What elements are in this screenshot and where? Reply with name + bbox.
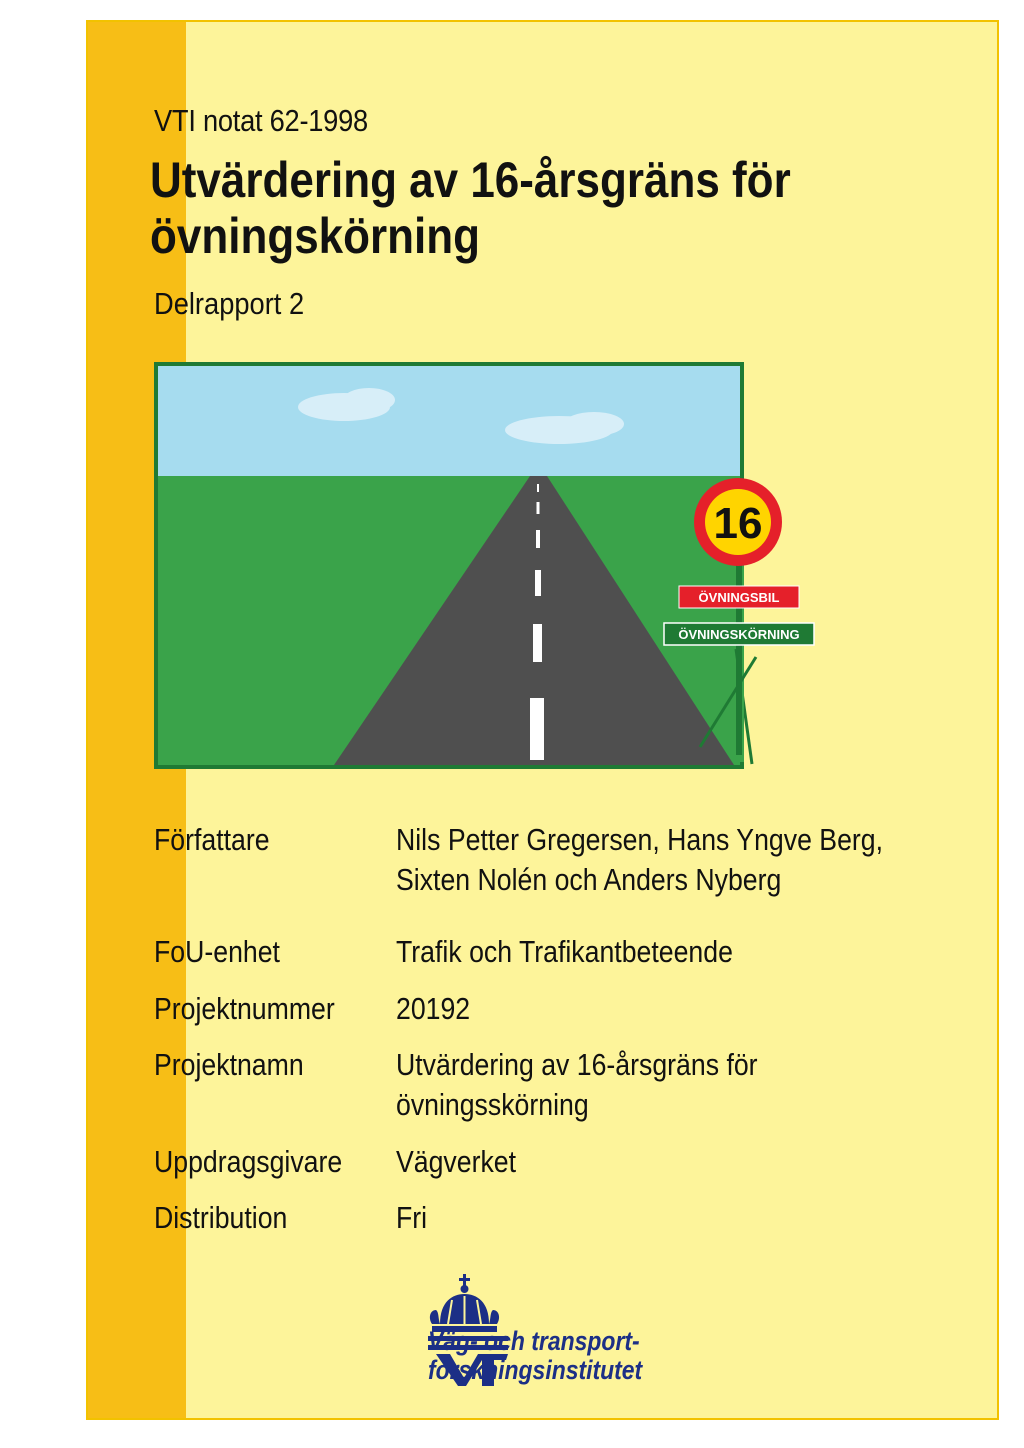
meta-row-project-name <box>154 1045 914 1142</box>
cloud <box>343 388 395 412</box>
meta-row-client <box>154 1142 914 1198</box>
meta-value-line: 20192 <box>396 991 471 1026</box>
institute-name-line-2: forskningsinstitutet <box>428 1355 643 1385</box>
meta-row-authors <box>154 820 914 932</box>
meta-label: Projektnummer <box>154 991 335 1026</box>
meta-value-line: Trafik och Trafikantbeteende <box>396 934 733 969</box>
meta-value <box>396 989 470 1029</box>
meta-value <box>396 932 733 972</box>
meta-row-project-number <box>154 989 914 1045</box>
meta-value-line: Sixten Nolén och Anders Nyberg <box>396 862 782 897</box>
cloud <box>564 412 624 436</box>
sky <box>158 366 740 476</box>
series-number: VTI notat 62-1998 <box>154 103 368 138</box>
meta-label: Uppdragsgivare <box>154 1144 343 1179</box>
speed-sign-number: 16 <box>713 499 763 548</box>
report-subtitle: Delrapport 2 <box>154 286 305 321</box>
meta-value <box>396 1045 758 1125</box>
meta-value-line: Utvärdering av 16-årsgräns för <box>396 1047 758 1082</box>
meta-label: Författare <box>154 822 270 857</box>
institute-name <box>428 1327 642 1385</box>
meta-label: Distribution <box>154 1200 288 1235</box>
meta-label: Projektnamn <box>154 1047 304 1082</box>
cover-illustration <box>154 362 800 769</box>
meta-value <box>396 820 883 900</box>
meta-value-line: Vägverket <box>396 1144 517 1179</box>
meta-value-line: Fri <box>396 1200 428 1235</box>
report-title-line-2: övningskörning <box>150 208 480 264</box>
meta-row-unit <box>154 932 914 989</box>
report-metadata <box>154 820 914 1238</box>
meta-row-distribution <box>154 1198 914 1238</box>
meta-value-line: övningsskörning <box>396 1087 589 1122</box>
report-title-line-1: Utvärdering av 16-årsgräns för <box>150 152 791 208</box>
sign-plate-ovningsbil-text: ÖVNINGSBIL <box>698 590 780 605</box>
meta-value <box>396 1198 427 1238</box>
meta-value <box>396 1142 516 1182</box>
meta-value-line: Nils Petter Gregersen, Hans Yngve Berg, <box>396 822 884 857</box>
institute-name-line-1: Väg- och transport- <box>428 1326 640 1356</box>
sign-plate-ovningskorning-text: ÖVNINGSKÖRNING <box>678 627 800 642</box>
meta-label: FoU-enhet <box>154 934 280 969</box>
report-title <box>150 152 791 264</box>
